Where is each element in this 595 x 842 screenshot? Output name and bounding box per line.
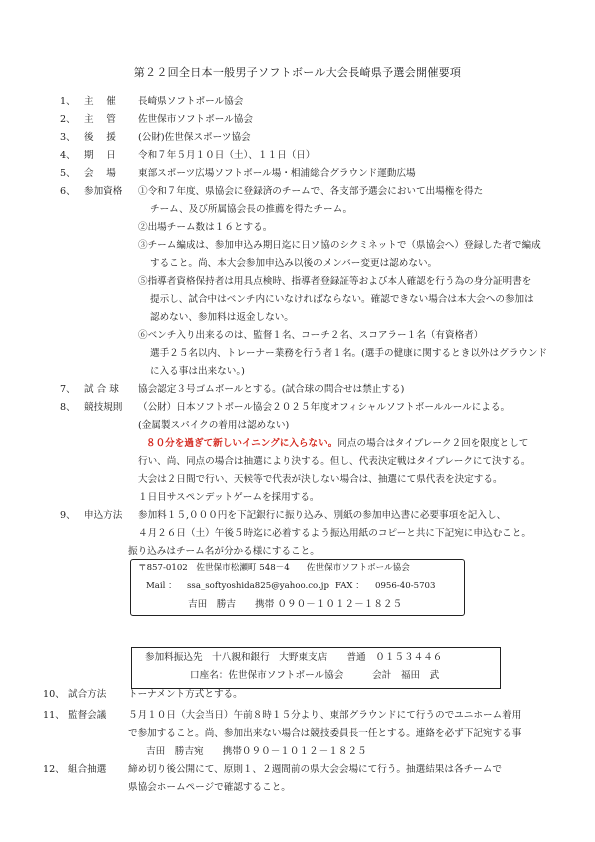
item-label: 参加資格 — [84, 186, 123, 197]
item-text: 協会認定３号ゴムボールとする。(試合球の問合せは禁止する) — [138, 384, 405, 395]
item-label: 主 催 — [84, 96, 116, 107]
item-text: 令和７年５月１０日（土）、１１日（日） — [138, 150, 316, 161]
item-label: 試 合 球 — [84, 384, 119, 395]
item-text: ５月１０日（大会当日）午前８時１５分より、東部グラウンドにて行うのでユニホーム着用 — [128, 710, 522, 721]
item-number: 3、 — [60, 132, 76, 143]
highlight-rule: ８０分を過ぎて新しいイニングに入らない。 — [146, 438, 338, 449]
item-text: (公財)佐世保スポーツ協会 — [138, 132, 251, 143]
item-label: 申込方法 — [84, 510, 123, 521]
contact-address: 〒857-0102 佐世保市松瀬町 548－4 佐世保市ソフトボール協会 — [138, 563, 410, 573]
item-label: 試合方法 — [68, 689, 107, 700]
item-number: 10、 — [43, 689, 65, 700]
item-number: 9、 — [60, 510, 76, 521]
item-number: 5、 — [60, 168, 76, 179]
item-text: ①令和７年度、県協会に登録済のチームで、各支部予選会において出場権を得た — [138, 186, 484, 197]
item-text: 大会は２日間で行い、天候等で代表が決しない場合は、抽選にて県代表を決定する。 — [138, 474, 503, 485]
item-text: (金属製スパイクの着用は認めない) — [138, 420, 290, 431]
item-number: 1、 — [60, 96, 76, 107]
item-label: 競技規則 — [84, 402, 123, 413]
item-text — [146, 438, 528, 450]
item-number: 2、 — [60, 114, 76, 125]
item-text: 佐世保市ソフトボール協会 — [138, 114, 253, 125]
fax-number: 0956-40-5703 — [375, 581, 436, 591]
mail-label: Mail ： — [146, 581, 177, 591]
fax-label: FAX ： — [335, 581, 364, 591]
item-number: 11、 — [43, 710, 65, 721]
item-label: 主 管 — [84, 114, 116, 125]
item-text: 提示し、試合中はベンチ内にいなければならない。確認できない場合は本大会への参加は — [150, 294, 534, 305]
item-text: （公財）日本ソフトボール協会２０２５年度オフィシャルソフトボールルールによる。 — [138, 402, 511, 413]
item-number: 6、 — [60, 186, 76, 197]
item-text: 県協会ホームページで確認すること。 — [128, 782, 291, 793]
item-number: 7、 — [60, 384, 76, 395]
item-text: 選手２５名以内、トレーナー業務を行う者１名。(選手の健康に関するとき以外はグラウンド — [150, 348, 548, 359]
item-text: ⑤指導者資格保持者は用具点検時、指導者登録証等および本人確認を行う為の身分証明書を — [138, 276, 532, 287]
item-number: 4、 — [60, 150, 76, 161]
item-text: に入る事は出来ない。) — [150, 366, 245, 377]
item-text: ②出場チーム数は１６とする。 — [138, 222, 273, 233]
item-text: 長崎県ソフトボール協会 — [138, 96, 244, 107]
item-text: 締め切り後公開にて、原則１、２週間前の県大会会場にて行う。抽選結果は各チームで — [128, 764, 502, 775]
item-label: 後 援 — [84, 132, 116, 143]
item-label: 会 場 — [84, 168, 116, 179]
item-label: 組合抽選 — [68, 764, 107, 775]
item-text: で参加すること。尚、参加出来ない場合は競技委員長一任とする。連絡を必ず下記宛する事 — [128, 728, 522, 739]
item-text: 同点の場合はタイブレーク２回を限度として — [337, 438, 529, 449]
item-text: 吉田 勝吉宛 携帯０９０－１０１２－１８２５ — [146, 746, 367, 757]
item-text: 参加料１５,０００円を下記銀行に振り込み、別紙の参加申込書に必要事項を記入し、 — [138, 510, 507, 521]
page-title: 第２２回全日本一般男子ソフトボール大会長崎県予選会開催要項 — [133, 66, 462, 79]
bank-info: 参加料振込先 十八親和銀行 大野東支店 普通 ０１５３４４６ — [145, 652, 443, 663]
item-text: すること。尚、本大会参加申込み以後のメンバー変更は認めない。 — [150, 258, 438, 269]
item-text: チーム、及び所属協会長の推薦を得たチーム。 — [150, 204, 353, 215]
contact-person: 吉田 勝吉 携帯 ０９０－１０１２－１８２５ — [188, 599, 403, 610]
item-label: 監督会議 — [68, 710, 107, 721]
item-text: ４月２６日（土）午後５時迄に必着するよう振込用紙のコピーと共に下記宛に申込むこと。 — [138, 528, 531, 539]
item-text: １日目サスペンデットゲームを採用する。 — [138, 492, 320, 503]
mail-address: ssa_softyoshida825@yahoo.co.jp — [187, 581, 329, 591]
item-number: 8、 — [60, 402, 76, 413]
item-text: ⑥ベンチ入り出来るのは、監督１名、コーチ２名、スコアラー１名（有資格者） — [138, 330, 484, 341]
item-label: 期 日 — [84, 150, 116, 161]
bank-account: 口座名：佐世保市ソフトボール協会 会計 福田 武 — [190, 670, 440, 681]
item-text: 行い、尚、同点の場合は抽選により決する。但し、代表決定戦はタイブレークにて決する。 — [138, 456, 531, 467]
item-text: ③チーム編成は、参加申込み期日迄に日ソ協のシクミネットで（県協会へ）登録した者で編成 — [138, 240, 541, 251]
item-number: 12、 — [43, 764, 65, 775]
item-text: 認めない、参加料は返金しない。 — [150, 312, 294, 323]
item-text: 東部スポーツ広場ソフトボール場・相浦総合グラウンド運動広場 — [138, 168, 416, 179]
item-text: トーナメント方式とする。 — [128, 689, 243, 700]
item-text: 振り込みはチーム名が分かる様にすること。 — [128, 546, 320, 557]
